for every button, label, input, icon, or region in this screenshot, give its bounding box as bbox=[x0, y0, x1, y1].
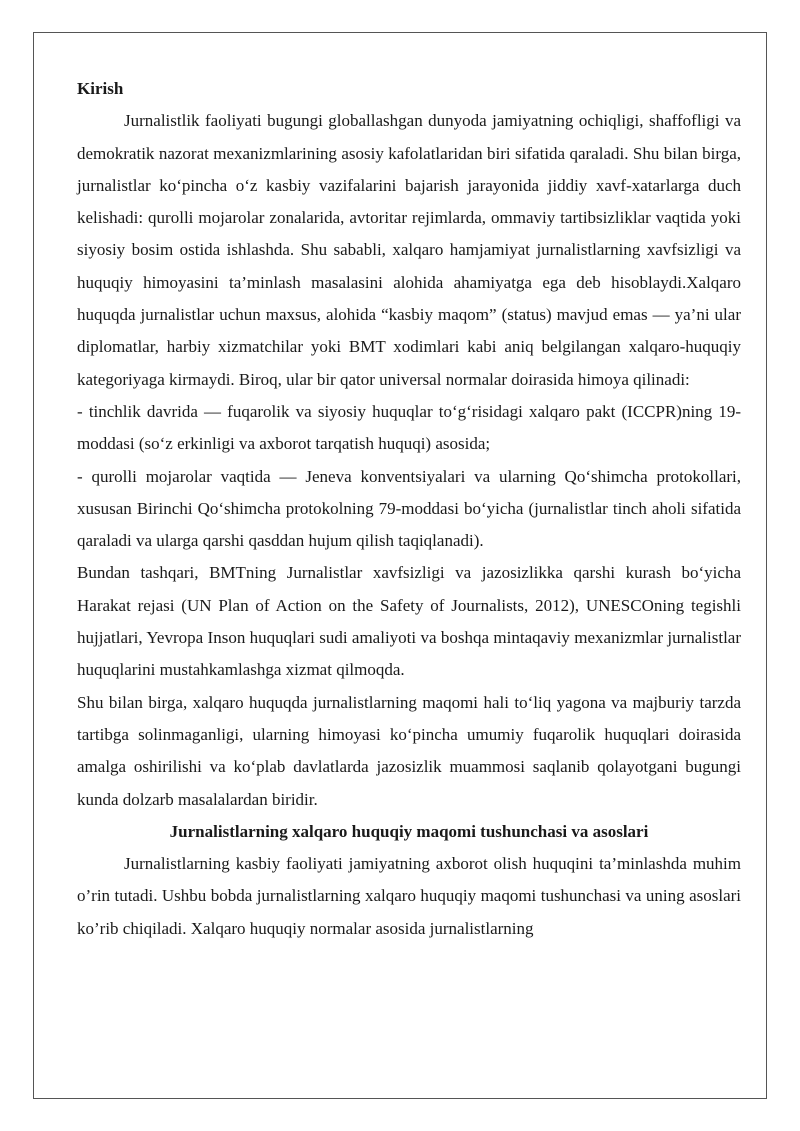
intro-heading: Kirish bbox=[77, 79, 124, 98]
section-paragraph: Jurnalistlarning kasbiy faoliyati jamiyatning axborot olish huquqini ta’minlashda muhim o’rin tutadi. Ushbu bobda jurnalistlarning xalqaro huquqiy maqomi tushunchasi va uning asoslari ko’rib chiqiladi. Xalqaro huquqiy normalar asosida jurnalistlarning bbox=[77, 854, 741, 938]
section-heading: Jurnalistlarning xalqaro huquqiy maqomi tushunchasi va asoslari bbox=[169, 821, 649, 841]
document-body bbox=[77, 73, 741, 945]
paragraph-intro: Jurnalistlik faoliyati bugungi globallashgan dunyoda jamiyatning ochiqligi, shaffofligi va demokratik nazorat mexanizmlarining asosiy kafolatlaridan biri sifatida qaraladi. Shu bilan birga, jurnalistlar ko‘pincha o‘z kasbiy vazifalarini bajarish jarayonida jiddiy xavf-xatarlarga duch kelishadi: qurolli mojarolar zonalarida, avtoritar rejimlarda, ommaviy tartibsizliklar vaqtida yoki siyosiy bosim ostida ishlashda. Shu sababli, xalqaro hamjamiyat jurnalistlarning xavfsizligi va huquqiy himoyasini ta’minlash masalasini alohida ahamiyatga ega deb hisoblaydi.Xalqaro huquqda jurnalistlar uchun maxsus, alohida “kasbiy maqom” (status) mavjud emas — ya’ni ular diplomatlar, harbiy xizmatchilar yoki BMT xodimlari kabi aniq belgilangan xalqaro-huquqiy kategoriyaga kirmaydi. Biroq, ular bir qator universal normalar doirasida himoya qilinadi: bbox=[77, 111, 741, 389]
paragraph-un-plan: Bundan tashqari, BMTning Jurnalistlar xavfsizligi va jazosizlikka qarshi kurash bo‘yicha Harakat rejasi (UN Plan of Action on the Safety of Journalists, 2012), UNESCOning tegishli hujjatlari, Yevropa Inson huquqlari sudi amaliyoti va boshqa mintaqaviy mexanizmlar jurnalistlar huquqlarini mustahkamlashga xizmat qilmoqda. bbox=[77, 563, 741, 680]
paragraph-peacetime: - tinchlik davrida — fuqarolik va siyosiy huquqlar to‘g‘risidagi xalqaro pakt (ICCPR)ning 19-moddasi (so‘z erkinligi va axborot tarqatish huquqi) asosida; bbox=[77, 401, 741, 454]
paragraph-armed-conflict: - qurolli mojarolar vaqtida — Jeneva konventsiyalari va ularning Qo‘shimcha protokollari, xususan Birinchi Qo‘shimcha protokolning 79-moddasi bo‘yicha (jurnalistlar tinch aholi sifatida qaraladi va ularga qarshi qasddan hujum qilish taqiqlanadi). bbox=[77, 466, 741, 551]
paragraph-status-issues: Shu bilan birga, xalqaro huquqda jurnalistlarning maqomi hali to‘liq yagona va majburiy tarzda tartibga solinmaganligi, ularning himoyasi ko‘pincha umumiy fuqarolik huquqlari doirasida amalga oshirilishi va ko‘plab davlatlarda jazosizlik muammosi saqlanib qolayotgani bugungi kunda dolzarb masalalardan biridir. bbox=[77, 692, 741, 809]
